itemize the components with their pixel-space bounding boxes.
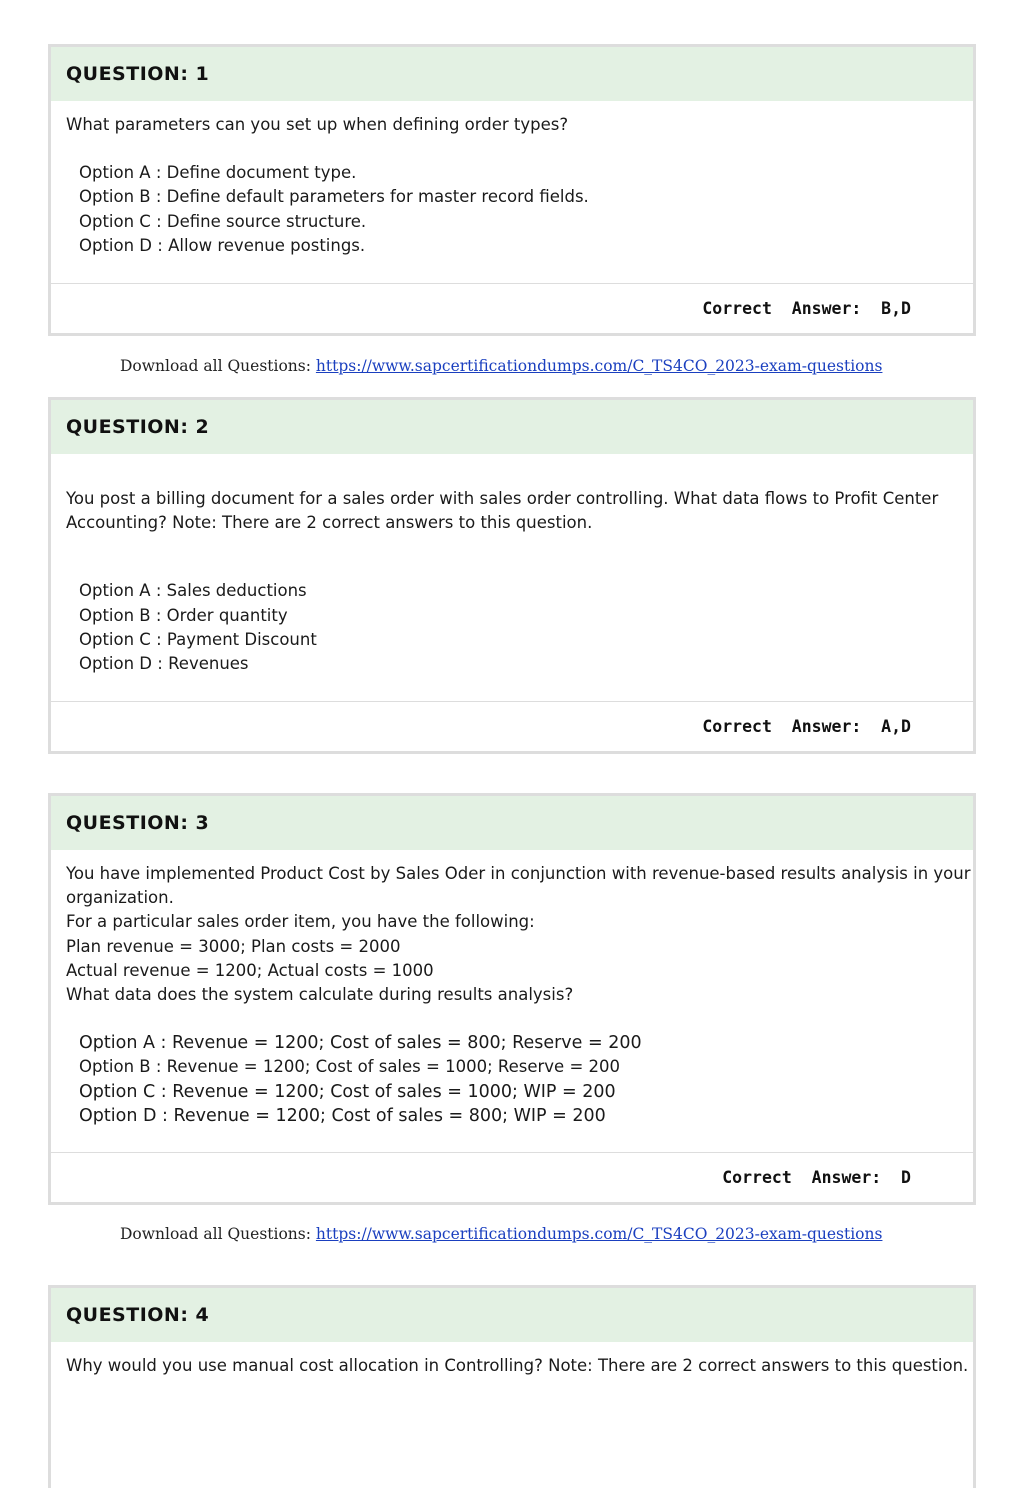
question-title: QUESTION: 3 (51, 796, 973, 850)
download-link[interactable]: https://www.sapcertificationdumps.com/C_TS4CO_2023-exam-questions (315, 357, 883, 375)
question-card (48, 1285, 976, 1488)
download-link[interactable]: https://www.sapcertificationdumps.com/C_TS4CO_2023-exam-questions (315, 1225, 883, 1243)
question-body (51, 850, 973, 1152)
option-list (66, 579, 958, 676)
question-title: QUESTION: 2 (51, 400, 973, 454)
question-body (51, 1342, 973, 1378)
question-text: What parameters can you set up when defining order types? (66, 115, 569, 134)
option-d: Option D : Revenue = 1200; Cost of sales = 800; WIP = 200 (79, 1105, 606, 1126)
option-c: Option C : Payment Discount (79, 629, 317, 649)
question-body (51, 101, 973, 283)
question-card (48, 793, 976, 1205)
question-text: You have implemented Product Cost by Sales Oder in conjunction with revenue-based results analysis in your (66, 864, 971, 883)
correct-answer: Correct Answer: D (51, 1152, 973, 1202)
option-c: Option C : Define source structure. (79, 211, 367, 231)
download-line (120, 357, 882, 375)
question-title: QUESTION: 1 (51, 47, 973, 101)
question-text: Actual revenue = 1200; Actual costs = 1000 (66, 960, 434, 980)
option-d: Option D : Revenues (79, 654, 249, 674)
option-list (66, 161, 958, 258)
option-b: Option B : Revenue = 1200; Cost of sales = 1000; Reserve = 200 (79, 1057, 621, 1077)
question-title: QUESTION: 4 (51, 1288, 973, 1342)
correct-answer: Correct Answer: B,D (51, 283, 973, 333)
option-a: Option A : Revenue = 1200; Cost of sales = 800; Reserve = 200 (79, 1033, 642, 1054)
question-card (48, 397, 976, 754)
download-line (120, 1225, 882, 1243)
question-text: For a particular sales order item, you have the following: (66, 912, 535, 932)
option-d: Option D : Allow revenue postings. (79, 235, 366, 255)
question-text: You post a billing document for a sales order with sales order controlling. What data flows to Profit Center (66, 489, 939, 508)
question-card (48, 44, 976, 336)
question-body (51, 454, 973, 701)
download-label: Download all Questions: (120, 357, 311, 375)
question-text: Why would you use manual cost allocation in Controlling? Note: There are 2 correct answers to this question. (66, 1356, 969, 1375)
option-b: Option B : Order quantity (79, 605, 288, 625)
option-a: Option A : Sales deductions (79, 581, 307, 601)
question-text: organization. (66, 888, 174, 908)
question-text: What data does the system calculate during results analysis? (66, 985, 574, 1005)
option-list (66, 1031, 958, 1128)
question-text: Plan revenue = 3000; Plan costs = 2000 (66, 936, 401, 956)
download-label: Download all Questions: (120, 1225, 311, 1243)
question-text: Accounting? Note: There are 2 correct answers to this question. (66, 513, 593, 533)
option-a: Option A : Define document type. (79, 163, 357, 183)
option-b: Option B : Define default parameters for master record fields. (79, 187, 589, 207)
correct-answer: Correct Answer: A,D (51, 701, 973, 751)
option-c: Option C : Revenue = 1200; Cost of sales = 1000; WIP = 200 (79, 1081, 616, 1102)
